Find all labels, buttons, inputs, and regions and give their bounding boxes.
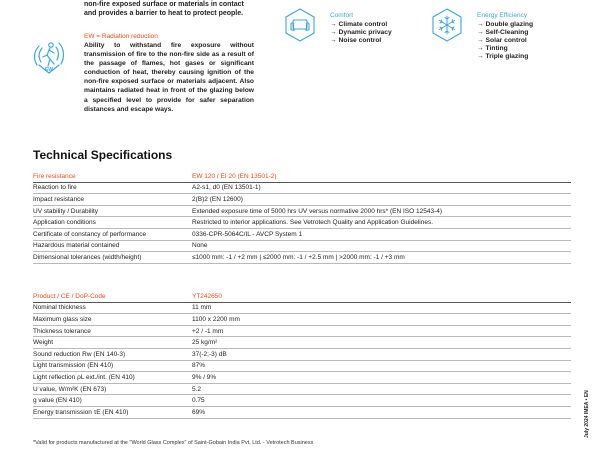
table-row	[33, 360, 571, 372]
spec-label: Nominal thickness	[33, 302, 192, 314]
ew-body: Ability to withstand fire exposure without transmission of fire to the non-fire side as a result of the passage of flames, hot gases or significant conduction of heat, thereby causing ignition of the non-fire exposed surface or materials adjacent. Also maintains radiated heat in front of the glazing below a specified level to provide for safer separation distances and escape ways.	[84, 42, 254, 113]
table-row	[33, 348, 571, 360]
table-header-cell: Product / CE / DoP-Code	[33, 291, 192, 302]
table-row	[33, 194, 571, 206]
table-row	[33, 182, 571, 194]
table-row	[33, 337, 571, 349]
footnote: *Valid for products manufactured at the "World Glass Complex" of Saint-Gobain India Pvt. Ltd. - Vetrotech Business	[33, 440, 314, 446]
table-header-row	[33, 171, 571, 182]
intro-line-2: and provides a barrier to heat to protect people.	[84, 10, 244, 17]
spec-value: None	[192, 240, 571, 252]
comfort-item: → Climate control	[330, 21, 388, 28]
spec-label: Dimensional tolerances (width/height)	[33, 252, 192, 264]
fire-resistance-table	[33, 171, 571, 264]
spec-value: 69%	[192, 406, 571, 418]
spec-value: 1100 x 2200 mm	[192, 314, 571, 326]
ew-description	[84, 32, 254, 114]
comfort-icon	[283, 8, 317, 42]
energy-efficiency-title: Energy Efficiency	[477, 12, 528, 19]
spec-value: 0.75	[192, 395, 571, 407]
spec-label: Weight	[33, 337, 192, 349]
spec-value: 0336-CPR-5064C/IL - AVCP System 1	[192, 228, 571, 240]
energy-efficiency-icon	[430, 8, 464, 42]
product-table	[33, 291, 571, 419]
spec-label: Hazardous material contained	[33, 240, 192, 252]
table-row	[33, 205, 571, 217]
spec-label: Reaction to fire	[33, 182, 192, 194]
ew-heading: EW = Radiation reduction	[84, 33, 158, 40]
table-header-cell: EW 120 / EI 20 (EN 13501-2)	[192, 171, 571, 182]
energy-item: → Solar control	[477, 37, 527, 44]
spec-label: Application conditions	[33, 217, 192, 229]
table-row	[33, 302, 571, 314]
spec-value: 11 mm	[192, 302, 571, 314]
spec-value: +2 / -1 mm	[192, 325, 571, 337]
spec-label: g value (EN 410)	[33, 395, 192, 407]
table-row	[33, 383, 571, 395]
technical-specifications-title: Technical Specifications	[33, 148, 173, 162]
energy-item: → Tinting	[477, 45, 508, 52]
energy-item: → Self-Cleaning	[477, 29, 529, 36]
intro-text-continued	[84, 0, 254, 18]
spec-label: Light reflection ρL ext./int. (EN 410)	[33, 372, 192, 384]
spec-value: Extended exposure time of 5000 hrs UV versus normative 2000 hrs* (EN ISO 12543-4)	[192, 205, 571, 217]
table-row	[33, 252, 571, 264]
table-row	[33, 228, 571, 240]
table-header-cell: Fire resistance	[33, 171, 192, 182]
ew-icon-label: EW	[44, 67, 54, 73]
radiation-reduction-icon	[29, 35, 69, 75]
spec-value: 5.2	[192, 383, 571, 395]
spec-label: Energy transmission τE (EN 410)	[33, 406, 192, 418]
table-row	[33, 372, 571, 384]
spec-label: Light transmission (EN 410)	[33, 360, 192, 372]
intro-line-1: non-fire exposed surface or materials in contact	[84, 1, 244, 8]
table-header-row	[33, 291, 571, 302]
table-row	[33, 395, 571, 407]
energy-item: → Triple glazing	[477, 53, 529, 60]
spec-value: ≤1000 mm: -1 / +2 mm | ≤2000 mm: -1 / +2.5 mm | >2000 mm: -1 / +3 mm	[192, 252, 571, 264]
spec-value: 37(-2;-3) dB	[192, 348, 571, 360]
comfort-list	[330, 21, 392, 45]
table-header-cell: YT242650	[192, 291, 571, 302]
energy-efficiency-list	[477, 21, 533, 61]
spec-label: U value, W/m²K (EN 673)	[33, 383, 192, 395]
spec-value: A2-s1, d0 (EN 13501-1)	[192, 182, 571, 194]
spec-value: 2(B)2 (EN 12600)	[192, 194, 571, 206]
document-date-label: July 2024 IMEA • EN	[584, 390, 590, 438]
spec-label: UV stability / Durability	[33, 205, 192, 217]
table-row	[33, 314, 571, 326]
spec-value: 25 kg/m²	[192, 337, 571, 349]
spec-label: Certificate of constancy of performance	[33, 228, 192, 240]
spec-value: 9% / 9%	[192, 372, 571, 384]
spec-label: Sound reduction Rw (EN 140-3)	[33, 348, 192, 360]
comfort-title: Comfort	[330, 12, 354, 19]
spec-label: Maximum glass size	[33, 314, 192, 326]
spec-value: Restricted to interior applications. See Vetrotech Quality and Application Guidelines.	[192, 217, 571, 229]
comfort-item: → Dynamic privacy	[330, 29, 392, 36]
table-row	[33, 240, 571, 252]
comfort-item: → Noise control	[330, 37, 382, 44]
energy-item: → Double glazing	[477, 21, 534, 28]
spec-value: 87%	[192, 360, 571, 372]
spec-label: Thickness tolerance	[33, 325, 192, 337]
table-row	[33, 325, 571, 337]
spec-label: Impact resistance	[33, 194, 192, 206]
table-row	[33, 406, 571, 418]
table-row	[33, 217, 571, 229]
